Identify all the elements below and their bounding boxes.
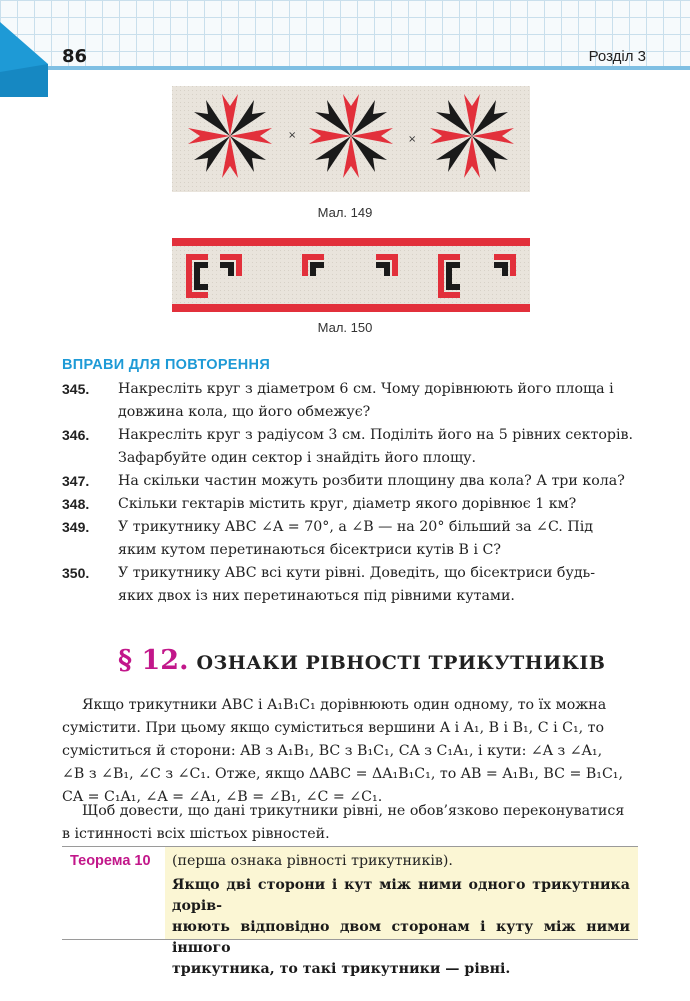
exercise-number: 349. — [62, 519, 90, 535]
figure-149-image — [172, 86, 530, 192]
exercise-item — [62, 378, 644, 424]
figure-150-caption: Мал. 150 — [317, 320, 373, 335]
exercise-line: Накресліть круг з радіусом 3 см. Поділіть його на 5 рівних секторів. — [118, 427, 633, 443]
exercise-line: Скільки гектарів містить круг, діаметр якого дорівнює 1 км? — [118, 496, 577, 512]
paragraph-line: сумістити. При цьому якщо суміститься вершини A і A₁, B і B₁, C і C₁, то — [62, 720, 605, 736]
section-label: Розділ 3 — [588, 48, 646, 65]
theorem-label: Теорема 10 — [70, 853, 151, 869]
exercise-item — [62, 493, 644, 516]
exercise-number: 346. — [62, 427, 90, 443]
paragraph-line: суміститься й сторони: AB з A₁B₁, BC з B₁C₁, CA з C₁A₁, і кути: ∠A з ∠A₁, — [62, 743, 603, 759]
exercise-item — [62, 424, 644, 470]
figure-149-caption: Мал. 149 — [317, 205, 373, 220]
exercise-item — [62, 470, 644, 493]
paragraph-line: Якщо трикутники ABC і A₁B₁C₁ дорівнюють один одному, то їх можна — [82, 697, 607, 713]
paragraph-line: в істинності всіх шістьох рівностей. — [62, 826, 330, 842]
paragraph-line: CA = C₁A₁, ∠A = ∠A₁, ∠B = ∠B₁, ∠C = ∠C₁. — [62, 789, 383, 805]
exercise-line: яких двох із них перетинаються під рівними кутами. — [118, 588, 515, 604]
section-name: ОЗНАКИ РІВНОСТІ ТРИКУТНИКІВ — [196, 652, 606, 674]
exercise-number: 345. — [62, 381, 90, 397]
page-number: 86 — [62, 46, 88, 67]
svg-text:×: × — [288, 130, 297, 141]
section-paragraph-2 — [62, 800, 638, 846]
exercises-heading: ВПРАВИ ДЛЯ ПОВТОРЕННЯ — [62, 357, 271, 373]
theorem-box — [62, 846, 638, 977]
corner-tab-decoration — [0, 22, 50, 97]
exercise-line: Накресліть круг з діаметром 6 см. Чому дорівнюють його площа і — [118, 381, 614, 397]
paragraph-line: Щоб довести, що дані трикутники рівні, не обов’язково переконуватися — [82, 803, 625, 819]
exercise-line: яким кутом перетинаються бісектриси кутів B і C? — [118, 542, 501, 558]
header-rule — [40, 66, 690, 70]
exercise-number: 347. — [62, 473, 90, 489]
exercise-line: Зафарбуйте один сектор і знайдіть його площу. — [118, 450, 476, 466]
theorem-body — [172, 875, 630, 980]
section-number: § 12. — [118, 645, 189, 676]
exercise-item — [62, 516, 644, 562]
theorem-line: трикутника, то такі трикутники — рівні. — [172, 961, 511, 977]
exercise-line: довжина кола, що його обмежує? — [118, 404, 371, 420]
header-grid-background — [0, 0, 690, 70]
theorem-subtitle: (перша ознака рівності трикутників). — [172, 853, 453, 869]
exercise-line: У трикутнику ABC ∠A = 70°, а ∠B — на 20° більший за ∠C. Під — [118, 519, 593, 535]
exercise-item — [62, 562, 644, 608]
exercise-line: На скільки частин можуть розбити площину два кола? А три кола? — [118, 473, 625, 489]
svg-text:×: × — [408, 134, 417, 145]
theorem-line: нюють відповідно двом сторонам і куту між ними іншого — [172, 919, 630, 956]
exercise-number: 348. — [62, 496, 90, 512]
exercise-line: У трикутнику ABC всі кути рівні. Доведіть, що бісектриси будь- — [118, 565, 596, 581]
section-paragraph-1 — [62, 694, 638, 809]
exercise-number: 350. — [62, 565, 90, 581]
section-title — [118, 645, 605, 676]
figure-150-image — [172, 238, 530, 312]
paragraph-line: ∠B з ∠B₁, ∠C з ∠C₁. Отже, якщо ΔABC = ΔA₁B₁C₁, то AB = A₁B₁, BC = B₁C₁, — [62, 766, 624, 782]
theorem-line: Якщо дві сторони і кут між ними одного трикутника дорів- — [172, 877, 630, 914]
